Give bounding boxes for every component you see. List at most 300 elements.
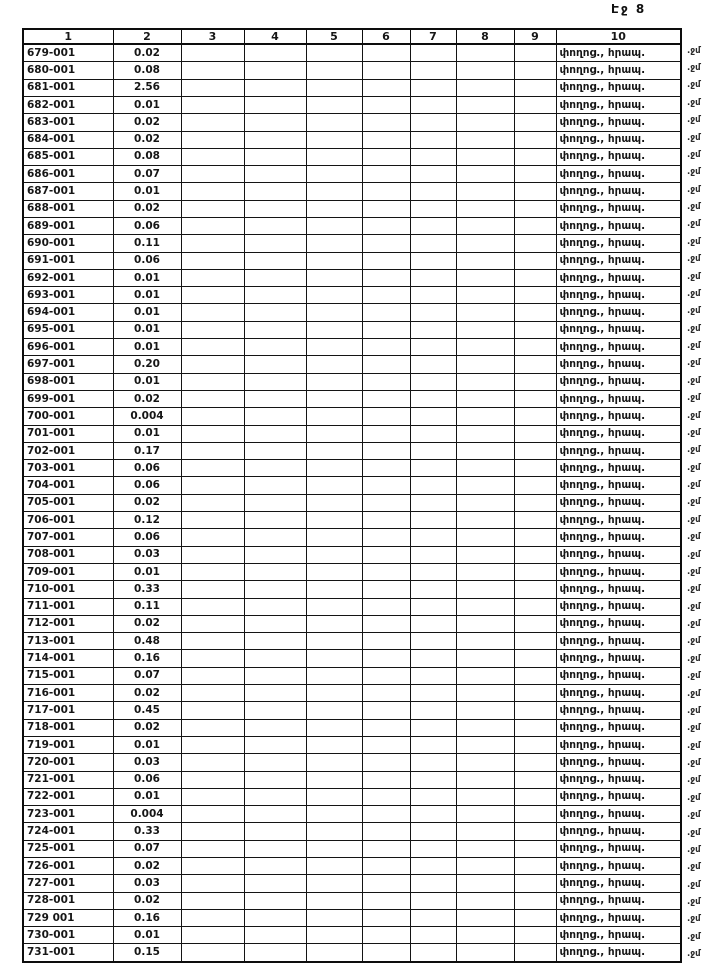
parcel-id-cell: 682-001 [23,96,113,113]
margin-note: .ջմ [687,705,701,716]
area-value-cell: 0.02 [113,200,181,217]
parcel-id-cell: 681-001 [23,79,113,96]
margin-note: .ջմ [687,566,701,577]
empty-cell [244,339,306,356]
empty-cell [306,736,362,753]
empty-cell [456,598,514,615]
parcel-id-cell: 725-001 [23,840,113,857]
parcel-id-cell: 685-001 [23,148,113,165]
area-value-cell: 0.06 [113,218,181,235]
empty-cell [244,477,306,494]
empty-cell [362,304,410,321]
parcel-id-cell: 703-001 [23,460,113,477]
empty-cell [514,494,556,511]
empty-cell [514,235,556,252]
empty-cell [244,823,306,840]
empty-cell [306,840,362,857]
margin-note: .ջմ [687,271,701,282]
area-value-cell: 0.01 [113,339,181,356]
empty-cell [456,304,514,321]
empty-cell [410,909,456,926]
empty-cell [456,944,514,962]
land-use-cell: փողոց., հրապ. [556,460,681,477]
parcel-id-cell: 714-001 [23,650,113,667]
empty-cell [244,840,306,857]
empty-cell [362,719,410,736]
empty-cell [181,615,244,632]
margin-note: .ջմ [687,393,701,404]
empty-cell [456,736,514,753]
empty-cell [306,633,362,650]
margin-note: .ջմ [687,810,701,821]
parcel-id-cell: 721-001 [23,771,113,788]
table-row [23,321,681,338]
land-use-cell: փողոց., հրապ. [556,875,681,892]
margin-note: .ջմ [687,80,701,91]
empty-cell [306,235,362,252]
area-value-cell: 0.01 [113,927,181,944]
land-use-cell: փողոց., հրապ. [556,96,681,113]
land-use-cell: փողոց., հրապ. [556,909,681,926]
empty-cell [181,719,244,736]
empty-cell [362,408,410,425]
empty-cell [306,442,362,459]
land-use-cell: փողոց., հրապ. [556,892,681,909]
empty-cell [514,408,556,425]
empty-cell [456,823,514,840]
parcel-id-cell: 726-001 [23,857,113,874]
empty-cell [362,840,410,857]
empty-cell [456,44,514,62]
area-value-cell: 0.01 [113,96,181,113]
empty-cell [244,598,306,615]
parcel-id-cell: 711-001 [23,598,113,615]
empty-cell [410,96,456,113]
land-use-cell: փողոց., հրապ. [556,512,681,529]
empty-cell [456,131,514,148]
column-header-7: 7 [410,29,456,44]
empty-cell [306,390,362,407]
empty-cell [244,183,306,200]
empty-cell [306,339,362,356]
table-row [23,944,681,962]
empty-cell [181,339,244,356]
margin-note: .ջմ [687,306,701,317]
empty-cell [514,390,556,407]
empty-cell [306,200,362,217]
table-row [23,892,681,909]
empty-cell [514,823,556,840]
empty-cell [410,563,456,580]
land-use-cell: փողոց., հրապ. [556,287,681,304]
table-row [23,546,681,563]
empty-cell [362,200,410,217]
area-value-cell: 0.01 [113,373,181,390]
empty-cell [410,788,456,805]
empty-cell [306,771,362,788]
empty-cell [456,114,514,131]
empty-cell [514,909,556,926]
empty-cell [456,546,514,563]
empty-cell [410,390,456,407]
empty-cell [244,200,306,217]
empty-cell [456,857,514,874]
empty-cell [410,702,456,719]
land-use-cell: փողոց., հրապ. [556,148,681,165]
land-use-cell: փողոց., հրապ. [556,771,681,788]
empty-cell [181,218,244,235]
empty-cell [456,235,514,252]
empty-cell [514,927,556,944]
empty-cell [181,321,244,338]
parcel-id-cell: 728-001 [23,892,113,909]
margin-note: .ջմ [687,288,701,299]
empty-cell [362,909,410,926]
empty-cell [514,148,556,165]
land-use-cell: փողոց., հրապ. [556,373,681,390]
empty-cell [514,615,556,632]
empty-cell [362,114,410,131]
empty-cell [456,183,514,200]
area-value-cell: 0.33 [113,823,181,840]
empty-cell [514,736,556,753]
empty-cell [181,736,244,753]
table-row [23,79,681,96]
empty-cell [244,304,306,321]
empty-cell [456,200,514,217]
empty-cell [362,546,410,563]
parcel-id-cell: 680-001 [23,62,113,79]
parcel-id-cell: 695-001 [23,321,113,338]
empty-cell [514,754,556,771]
empty-cell [410,235,456,252]
empty-cell [181,148,244,165]
parcel-id-cell: 684-001 [23,131,113,148]
empty-cell [306,148,362,165]
empty-cell [410,806,456,823]
margin-note: .ջմ [687,653,701,664]
land-use-cell: փողոց., հրապ. [556,546,681,563]
margin-note: .ջմ [687,115,701,126]
table-row [23,771,681,788]
land-use-cell: փողոց., հրապ. [556,494,681,511]
land-use-cell: փողոց., հրապ. [556,806,681,823]
empty-cell [181,563,244,580]
empty-cell [514,875,556,892]
empty-cell [306,96,362,113]
empty-cell [410,685,456,702]
empty-cell [410,131,456,148]
empty-cell [410,477,456,494]
empty-cell [306,857,362,874]
empty-cell [181,373,244,390]
empty-cell [456,460,514,477]
parcel-id-cell: 686-001 [23,166,113,183]
empty-cell [456,563,514,580]
empty-cell [514,44,556,62]
land-use-cell: փողոց., հրապ. [556,736,681,753]
empty-cell [181,44,244,62]
empty-cell [306,875,362,892]
area-value-cell: 0.06 [113,771,181,788]
empty-cell [410,218,456,235]
empty-cell [410,529,456,546]
empty-cell [244,269,306,286]
empty-cell [456,892,514,909]
empty-cell [410,736,456,753]
empty-cell [181,806,244,823]
empty-cell [244,650,306,667]
empty-cell [514,771,556,788]
empty-cell [362,927,410,944]
table-row [23,287,681,304]
empty-cell [244,79,306,96]
empty-cell [514,685,556,702]
empty-cell [244,529,306,546]
empty-cell [514,702,556,719]
data-table [22,28,682,963]
empty-cell [306,131,362,148]
parcel-id-cell: 698-001 [23,373,113,390]
empty-cell [306,321,362,338]
empty-cell [181,581,244,598]
area-value-cell: 0.16 [113,650,181,667]
margin-note: .ջմ [687,427,701,438]
land-use-cell: փողոց., հրապ. [556,788,681,805]
empty-cell [514,287,556,304]
empty-cell [181,390,244,407]
table-row [23,408,681,425]
margin-note: .ջմ [687,323,701,334]
empty-cell [514,857,556,874]
empty-cell [410,615,456,632]
empty-cell [306,114,362,131]
empty-cell [456,754,514,771]
empty-cell [181,183,244,200]
empty-cell [514,719,556,736]
empty-cell [514,131,556,148]
empty-cell [181,857,244,874]
parcel-id-cell: 702-001 [23,442,113,459]
empty-cell [410,373,456,390]
area-value-cell: 0.11 [113,235,181,252]
empty-cell [181,529,244,546]
empty-cell [514,460,556,477]
area-value-cell: 0.45 [113,702,181,719]
empty-cell [244,96,306,113]
empty-cell [244,442,306,459]
empty-cell [181,771,244,788]
empty-cell [306,408,362,425]
parcel-id-cell: 693-001 [23,287,113,304]
empty-cell [244,754,306,771]
empty-cell [181,598,244,615]
empty-cell [362,269,410,286]
area-value-cell: 0.02 [113,615,181,632]
area-value-cell: 0.004 [113,408,181,425]
margin-note: .ջմ [687,549,701,560]
margin-note: .ջմ [687,688,701,699]
parcel-id-cell: 697-001 [23,356,113,373]
empty-cell [181,269,244,286]
empty-cell [456,373,514,390]
empty-cell [181,235,244,252]
empty-cell [456,287,514,304]
empty-cell [244,373,306,390]
empty-cell [514,252,556,269]
empty-cell [456,339,514,356]
empty-cell [181,944,244,962]
parcel-id-cell: 706-001 [23,512,113,529]
column-header-3: 3 [181,29,244,44]
empty-cell [514,339,556,356]
empty-cell [456,148,514,165]
empty-cell [306,183,362,200]
empty-cell [410,114,456,131]
empty-cell [244,633,306,650]
parcel-id-cell: 700-001 [23,408,113,425]
margin-note: .ջմ [687,236,701,247]
empty-cell [306,494,362,511]
empty-cell [410,633,456,650]
table-row [23,823,681,840]
parcel-id-cell: 692-001 [23,269,113,286]
table-row [23,788,681,805]
empty-cell [410,269,456,286]
empty-cell [410,287,456,304]
table-row [23,235,681,252]
empty-cell [181,252,244,269]
margin-note: .ջմ [687,410,701,421]
table-row [23,373,681,390]
empty-cell [244,408,306,425]
land-use-cell: փողոց., հրապ. [556,927,681,944]
empty-cell [514,633,556,650]
empty-cell [181,875,244,892]
margin-note: .ջմ [687,792,701,803]
area-value-cell: 0.03 [113,875,181,892]
table-row [23,460,681,477]
empty-cell [456,927,514,944]
area-value-cell: 0.02 [113,44,181,62]
table-row [23,909,681,926]
empty-cell [362,581,410,598]
empty-cell [410,719,456,736]
empty-cell [306,788,362,805]
area-value-cell: 0.08 [113,148,181,165]
empty-cell [456,685,514,702]
land-use-cell: փողոց., հրապ. [556,339,681,356]
table-row [23,927,681,944]
empty-cell [410,252,456,269]
empty-cell [244,390,306,407]
empty-cell [410,62,456,79]
table-row [23,667,681,684]
empty-cell [181,131,244,148]
empty-cell [244,287,306,304]
page-number-label: Էջ 8 [611,2,647,16]
land-use-cell: փողոց., հրապ. [556,650,681,667]
empty-cell [514,667,556,684]
empty-cell [362,494,410,511]
empty-cell [362,373,410,390]
empty-cell [514,840,556,857]
land-use-cell: փողոց., հրապ. [556,200,681,217]
empty-cell [456,477,514,494]
empty-cell [410,200,456,217]
empty-cell [456,442,514,459]
table-row [23,754,681,771]
empty-cell [456,356,514,373]
empty-cell [410,667,456,684]
table-row [23,736,681,753]
empty-cell [306,806,362,823]
area-value-cell: 0.07 [113,667,181,684]
empty-cell [306,425,362,442]
table-row [23,339,681,356]
empty-cell [514,563,556,580]
empty-cell [362,79,410,96]
land-use-cell: փողոց., հրապ. [556,44,681,62]
empty-cell [181,909,244,926]
empty-cell [181,425,244,442]
empty-cell [456,633,514,650]
land-use-cell: փողոց., հրապ. [556,529,681,546]
empty-cell [410,650,456,667]
area-value-cell: 0.11 [113,598,181,615]
empty-cell [514,650,556,667]
empty-cell [306,269,362,286]
area-value-cell: 0.06 [113,252,181,269]
margin-note: .ջմ [687,914,701,925]
table-row [23,650,681,667]
empty-cell [410,425,456,442]
empty-cell [410,356,456,373]
empty-cell [362,235,410,252]
margin-note: .ջմ [687,202,701,213]
land-use-cell: փողոց., հրապ. [556,131,681,148]
parcel-id-cell: 708-001 [23,546,113,563]
area-value-cell: 0.02 [113,719,181,736]
table-row [23,685,681,702]
empty-cell [410,460,456,477]
empty-cell [181,667,244,684]
empty-cell [306,667,362,684]
parcel-id-cell: 689-001 [23,218,113,235]
parcel-id-cell: 724-001 [23,823,113,840]
land-use-cell: փողոց., հրապ. [556,252,681,269]
land-use-cell: փողոց., հրապ. [556,719,681,736]
empty-cell [362,598,410,615]
empty-cell [181,114,244,131]
column-header-4: 4 [244,29,306,44]
empty-cell [362,252,410,269]
empty-cell [362,62,410,79]
empty-cell [456,581,514,598]
empty-cell [306,598,362,615]
table-row [23,62,681,79]
empty-cell [306,304,362,321]
land-use-cell: փողոց., հրապ. [556,823,681,840]
empty-cell [244,546,306,563]
table-row [23,494,681,511]
empty-cell [410,840,456,857]
table-row [23,633,681,650]
empty-cell [514,581,556,598]
empty-cell [362,356,410,373]
empty-cell [456,806,514,823]
empty-cell [181,356,244,373]
